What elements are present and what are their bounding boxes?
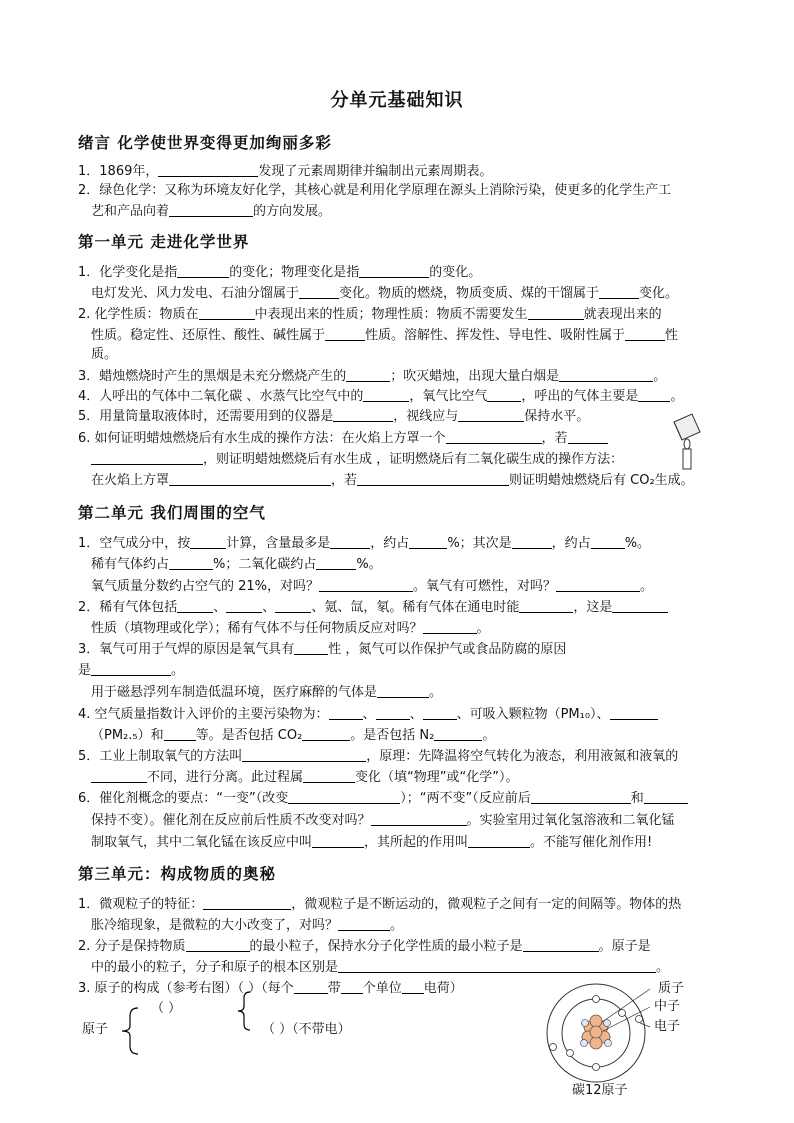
- text-line: 3．氧气可用于气焊的原因是氧气具有 性 ，氮气可以作保护气或食品防腐的原因: [78, 642, 567, 657]
- text-line: 保持不变）。催化剂在反应前后性质不改变对吗？ 。实验室用过氧化氢溶液和二氧化锰: [91, 813, 675, 828]
- text-line: （ ）: [151, 1001, 182, 1016]
- section-heading-unit1: 第一单元 走进化学世界: [78, 232, 250, 251]
- text-line: 稀有气体约占 %；二氧化碳约占 %。: [91, 557, 382, 572]
- neutron-label: 中子: [654, 999, 681, 1014]
- text-line: 2. 化学性质：物质在 中表现出来的性质；物理性质：物质不需要发生 就表现出来的: [78, 307, 662, 322]
- text-line: 用于磁悬浮列车制造低温环境，医疗麻醉的气体是 。: [91, 685, 443, 700]
- text-line: 2．稀有气体包括 、 、 、氪、氙，氡。稀有气体在通电时能 ，这是: [78, 599, 668, 616]
- proton-label: 质子: [658, 981, 685, 996]
- left-brace-icon: [118, 1006, 142, 1056]
- text-line: 3．蜡烛燃烧时产生的黑烟是未充分燃烧产生的 ；吹灭蜡烛，出现大量白烟是 。: [78, 369, 667, 384]
- text-line: 6．催化剂概念的要点：“一变”（改变 ）；“两不变”（反应前后 和: [78, 790, 688, 807]
- text-line: 性质（填物理或化学）；稀有气体不与任何物质反应对吗？ 。: [91, 621, 490, 636]
- text-line: 中的最小的粒子，分子和原子的根本区别是 。: [91, 960, 670, 975]
- page-title: 分单元基础知识: [330, 90, 464, 111]
- text-line: 3. 原子的构成（参考右图）（ ）（每个 带 个单位 电荷）: [78, 981, 463, 996]
- text-line: 氧气质量分数约占空气的 21%，对吗？ 。氧气有可燃性，对吗？ 。: [91, 579, 654, 594]
- text-line: 2. 分子是保持物质 的最小粒子，保持水分子化学性质的最小粒子是 。原子是: [78, 939, 651, 954]
- diagram-caption: 碳12原子: [572, 1083, 628, 1098]
- section-heading-unit2: 第二单元 我们周围的空气: [78, 503, 266, 522]
- text-line: 胀冷缩现象，是微粒的大小改变了，对吗？ 。: [91, 918, 404, 933]
- text-line: 4. 空气质量指数计入评价的主要污染物为： 、 、 、可吸入颗粒物（PM₁₀）、: [78, 706, 658, 723]
- text-line: 1．1869年， 发现了元素周期律并编制出元素周期表。: [78, 164, 493, 179]
- text-line: ，则证明蜡烛燃烧后有水生成 ，证明燃烧后有二氧化碳生成的操作方法：: [91, 451, 623, 468]
- text-line: 质。: [91, 347, 118, 362]
- text-line: （ ）（不带电）: [262, 1022, 351, 1037]
- text-line: 1．化学变化是指 的变化；物理变化是指 的变化。: [78, 265, 482, 280]
- text-line: 1．空气成分中，按 计算，含量最多是 ，约占 %；其次是 ，约占 %。: [78, 536, 651, 551]
- text-line: 在火焰上方罩 ，若 则证明蜡烛燃烧后有 CO₂生成。: [91, 473, 694, 488]
- text-line: 5．用量筒量取液体时，还需要用到的仪器是 ，视线应与 保持水平。: [78, 409, 590, 424]
- left-brace-icon: [234, 990, 254, 1032]
- text-line: 电灯发光、风力发电、石油分馏属于 变化。物质的燃烧，物质变质、煤的干馏属于 变化。: [91, 286, 679, 301]
- text-line: （PM₂.₅）和 等。是否包括 CO₂ 。是否包括 N₂ 。: [91, 728, 496, 743]
- nucleus: [581, 1015, 612, 1049]
- text-line: 2．绿色化学：又称为环境友好化学，其核心就是利用化学原理在源头上消除污染，使更多的化学生产工: [78, 183, 672, 198]
- text-line: 4．人呼出的气体中二氧化碳 、水蒸气比空气中的 ，氧气比空气 ，呼出的气体主要是 。: [78, 389, 684, 404]
- text-line: 性质。稳定性、还原性、酸性、碱性属于 性质。溶解性、挥发性、导电性、吸附性属于 性: [91, 328, 679, 343]
- text-line: 5．工业上制取氧气的方法叫 ，原理：先降温将空气转化为液态，利用液氮和液氧的: [78, 749, 679, 764]
- electron-label: 电子: [654, 1019, 681, 1034]
- text-line: 不同，进行分离。此过程属 变化（填“物理”或“化学”）。: [91, 769, 518, 786]
- text-line: 原子: [82, 1022, 109, 1037]
- text-line: 制取氧气，其中二氧化锰在该反应中叫 ，其所起的作用叫 。不能写催化剂作用!: [91, 835, 653, 850]
- text-line: 1．微观粒子的特征： ，微观粒子是不断运动的，微观粒子之间有一定的间隔等。物体的热: [78, 897, 682, 912]
- section-heading-intro: 绪言 化学使世界变得更加绚丽多彩: [78, 133, 332, 152]
- text-line: 艺和产品向着 的方向发展。: [91, 204, 332, 219]
- text-line: 6. 如何证明蜡烛燃烧后有水生成的操作方法：在火焰上方罩一个 ，若: [78, 430, 608, 447]
- candle-beaker-illustration: [668, 412, 704, 472]
- section-heading-unit3: 第三单元：构成物质的奥秘: [78, 864, 277, 883]
- text-line: 是 。: [78, 663, 185, 678]
